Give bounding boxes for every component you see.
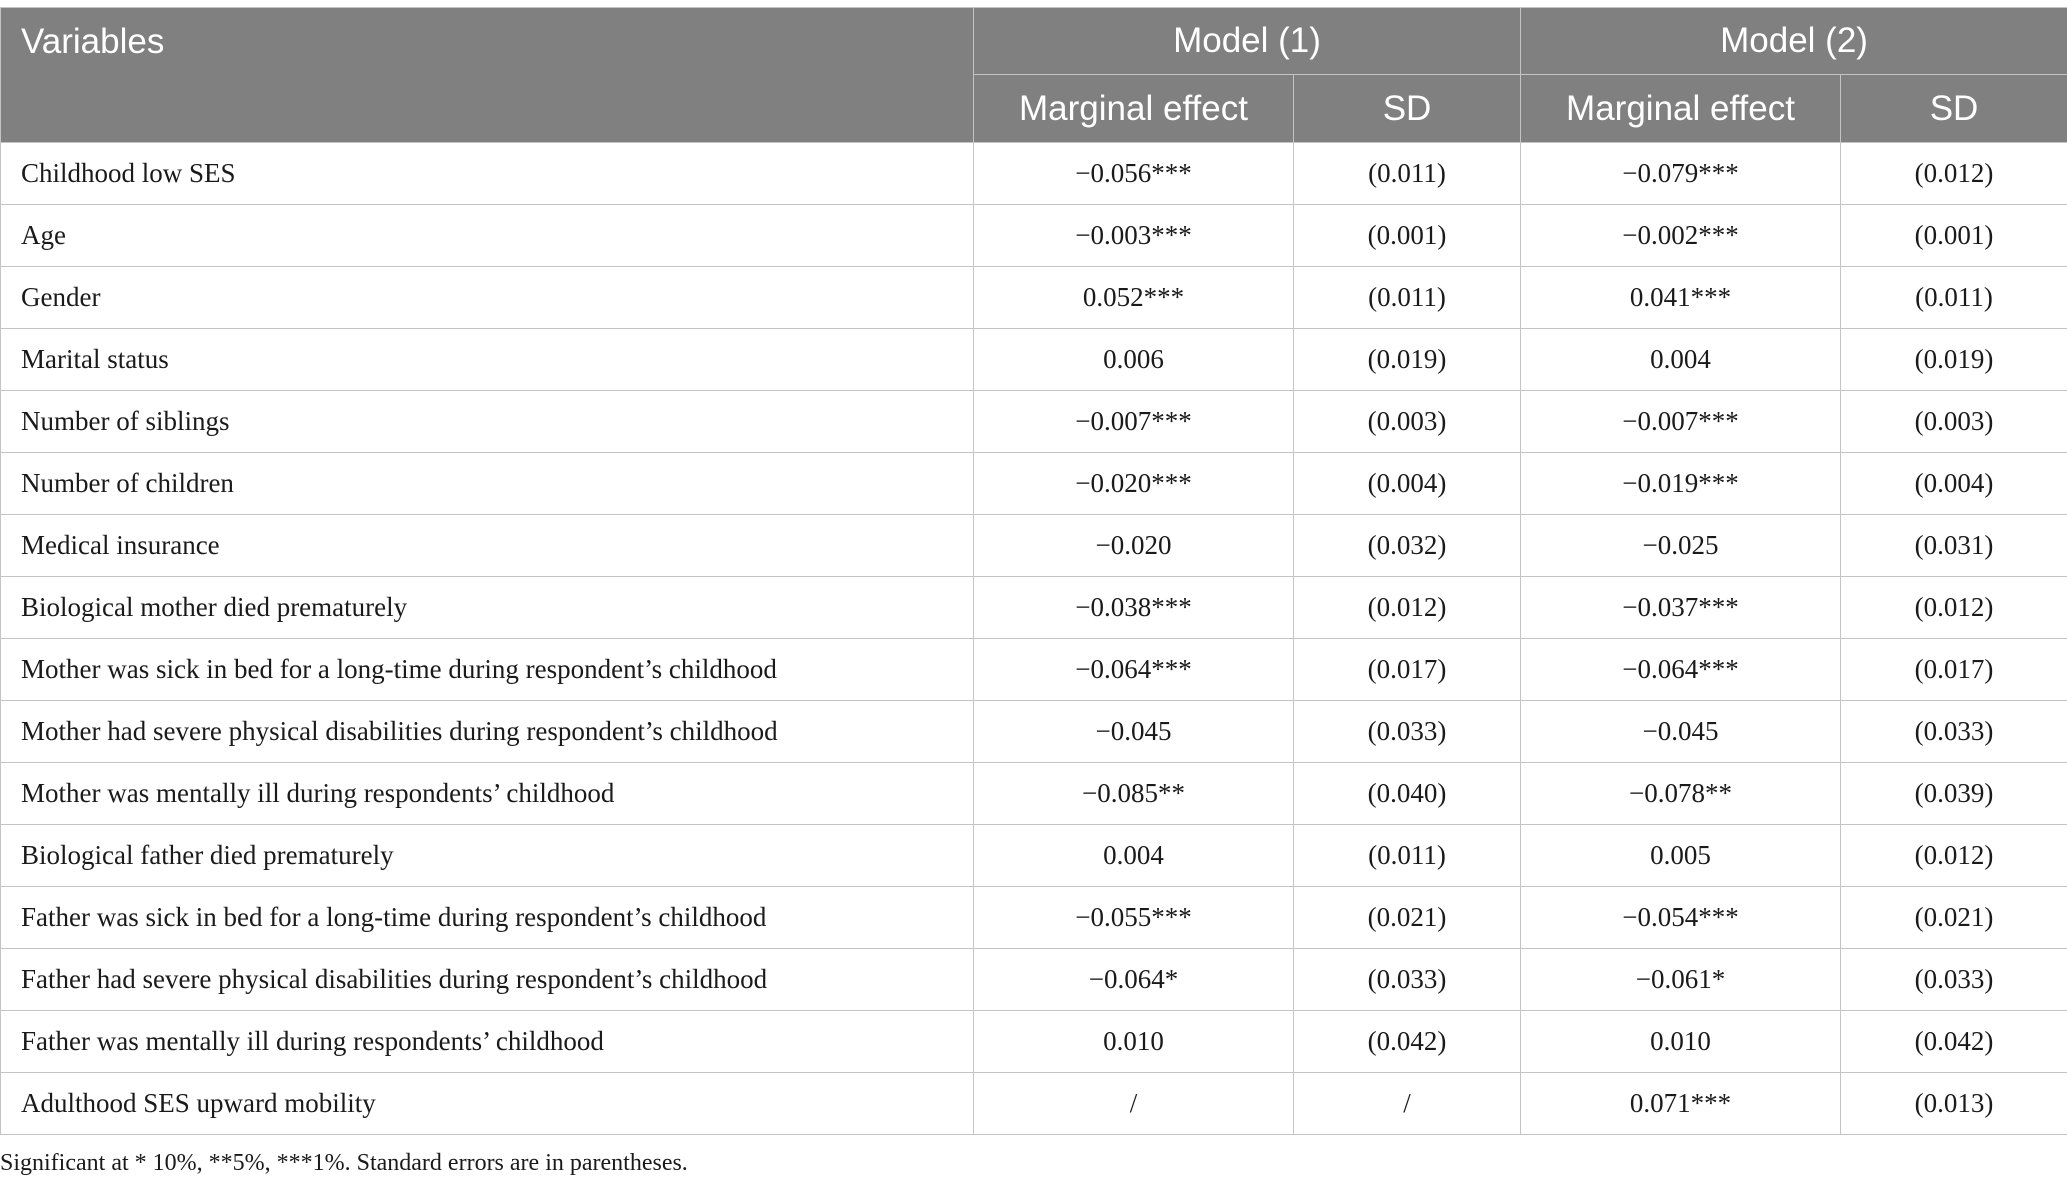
- model-2-sd-header: SD: [1841, 75, 2067, 143]
- model-1-sd: (0.011): [1294, 267, 1521, 329]
- variable-label: Age: [1, 205, 974, 267]
- model-1-sd: (0.019): [1294, 329, 1521, 391]
- table-row: [1, 205, 2067, 267]
- model-1-sd: (0.033): [1294, 701, 1521, 763]
- model-1-marginal-effect: 0.006: [974, 329, 1294, 391]
- model-2-sd: (0.004): [1841, 453, 2067, 515]
- model-1-marginal-effect: −0.064***: [974, 639, 1294, 701]
- variable-label: Biological father died prematurely: [1, 825, 974, 887]
- model-2-sd: (0.039): [1841, 763, 2067, 825]
- variable-label: Father had severe physical disabilities during respondent’s childhood: [1, 949, 974, 1011]
- variable-label: Mother was mentally ill during respondents’ childhood: [1, 763, 974, 825]
- model-1-marginal-effect: −0.085**: [974, 763, 1294, 825]
- model-2-sd: (0.031): [1841, 515, 2067, 577]
- model-1-marginal-effect: −0.056***: [974, 143, 1294, 205]
- variable-label: Childhood low SES: [1, 143, 974, 205]
- model-1-marginal-effect: −0.020***: [974, 453, 1294, 515]
- model-2-marginal-effect: −0.078**: [1521, 763, 1841, 825]
- model-1-sd: (0.003): [1294, 391, 1521, 453]
- variable-label: Gender: [1, 267, 974, 329]
- model-1-marginal-effect: −0.038***: [974, 577, 1294, 639]
- model-1-sd: (0.011): [1294, 143, 1521, 205]
- model-2-marginal-effect-header: Marginal effect: [1521, 75, 1841, 143]
- table-row: [1, 329, 2067, 391]
- model-2-marginal-effect: −0.045: [1521, 701, 1841, 763]
- model-1-sd-header: SD: [1294, 75, 1521, 143]
- model-1-sd: (0.011): [1294, 825, 1521, 887]
- model-2-sd: (0.033): [1841, 949, 2067, 1011]
- table-row: [1, 701, 2067, 763]
- table-row: [1, 453, 2067, 515]
- model-2-sd: (0.003): [1841, 391, 2067, 453]
- model-1-marginal-effect: −0.003***: [974, 205, 1294, 267]
- model-2-marginal-effect: −0.054***: [1521, 887, 1841, 949]
- model-1-marginal-effect: −0.020: [974, 515, 1294, 577]
- model-2-sd: (0.012): [1841, 825, 2067, 887]
- regression-table: [0, 7, 2067, 1135]
- model-2-sd: (0.013): [1841, 1073, 2067, 1135]
- variable-label: Father was mentally ill during respondents’ childhood: [1, 1011, 974, 1073]
- model-1-sd: (0.040): [1294, 763, 1521, 825]
- model-2-sd: (0.019): [1841, 329, 2067, 391]
- model-2-marginal-effect: −0.019***: [1521, 453, 1841, 515]
- model-2-sd: (0.012): [1841, 143, 2067, 205]
- table-row: [1, 1011, 2067, 1073]
- model-1-sd: (0.017): [1294, 639, 1521, 701]
- table-row: [1, 887, 2067, 949]
- model-1-sd: (0.001): [1294, 205, 1521, 267]
- model-2-marginal-effect: −0.025: [1521, 515, 1841, 577]
- header-row-models: [1, 8, 2067, 75]
- model-2-marginal-effect: 0.010: [1521, 1011, 1841, 1073]
- model-2-sd: (0.033): [1841, 701, 2067, 763]
- model-1-sd: (0.012): [1294, 577, 1521, 639]
- variable-label: Mother was sick in bed for a long-time during respondent’s childhood: [1, 639, 974, 701]
- table-row: [1, 577, 2067, 639]
- table-row: [1, 949, 2067, 1011]
- model-2-sd: (0.017): [1841, 639, 2067, 701]
- model-1-marginal-effect: 0.004: [974, 825, 1294, 887]
- table-header: [1, 8, 2067, 143]
- table-row: [1, 515, 2067, 577]
- table-row: [1, 267, 2067, 329]
- table-row: [1, 763, 2067, 825]
- regression-table-container: [0, 7, 2067, 1135]
- model-1-marginal-effect: −0.007***: [974, 391, 1294, 453]
- model-2-marginal-effect: −0.061*: [1521, 949, 1841, 1011]
- model-1-sd: (0.033): [1294, 949, 1521, 1011]
- table-body: [1, 143, 2067, 1135]
- model-2-sd: (0.012): [1841, 577, 2067, 639]
- model-1-marginal-effect-header: Marginal effect: [974, 75, 1294, 143]
- model-1-sd: /: [1294, 1073, 1521, 1135]
- variable-label: Adulthood SES upward mobility: [1, 1073, 974, 1135]
- model-2-sd: (0.001): [1841, 205, 2067, 267]
- model-2-marginal-effect: −0.002***: [1521, 205, 1841, 267]
- model-1-marginal-effect: −0.055***: [974, 887, 1294, 949]
- variable-label: Biological mother died prematurely: [1, 577, 974, 639]
- model-2-marginal-effect: −0.064***: [1521, 639, 1841, 701]
- model-1-sd: (0.032): [1294, 515, 1521, 577]
- variable-label: Father was sick in bed for a long-time during respondent’s childhood: [1, 887, 974, 949]
- table-row: [1, 639, 2067, 701]
- table-footnote: Significant at * 10%, **5%, ***1%. Standard errors are in parentheses.: [0, 1150, 688, 1176]
- model-2-sd: (0.011): [1841, 267, 2067, 329]
- model-1-marginal-effect: −0.045: [974, 701, 1294, 763]
- model-2-marginal-effect: 0.004: [1521, 329, 1841, 391]
- table-row: [1, 143, 2067, 205]
- model-1-marginal-effect: /: [974, 1073, 1294, 1135]
- model-2-marginal-effect: 0.071***: [1521, 1073, 1841, 1135]
- model-1-sd: (0.021): [1294, 887, 1521, 949]
- model-2-header: Model (2): [1521, 8, 2067, 75]
- variable-label: Marital status: [1, 329, 974, 391]
- model-1-marginal-effect: −0.064*: [974, 949, 1294, 1011]
- model-1-sd: (0.042): [1294, 1011, 1521, 1073]
- model-2-marginal-effect: −0.037***: [1521, 577, 1841, 639]
- model-2-marginal-effect: 0.041***: [1521, 267, 1841, 329]
- variable-label: Mother had severe physical disabilities during respondent’s childhood: [1, 701, 974, 763]
- model-1-marginal-effect: 0.052***: [974, 267, 1294, 329]
- model-1-sd: (0.004): [1294, 453, 1521, 515]
- variable-label: Number of children: [1, 453, 974, 515]
- model-1-header: Model (1): [974, 8, 1521, 75]
- table-row: [1, 825, 2067, 887]
- model-2-marginal-effect: 0.005: [1521, 825, 1841, 887]
- variable-label: Number of siblings: [1, 391, 974, 453]
- model-1-marginal-effect: 0.010: [974, 1011, 1294, 1073]
- model-2-sd: (0.021): [1841, 887, 2067, 949]
- variables-header: Variables: [1, 8, 974, 143]
- model-2-sd: (0.042): [1841, 1011, 2067, 1073]
- table-row: [1, 1073, 2067, 1135]
- model-2-marginal-effect: −0.079***: [1521, 143, 1841, 205]
- model-2-marginal-effect: −0.007***: [1521, 391, 1841, 453]
- table-row: [1, 391, 2067, 453]
- variable-label: Medical insurance: [1, 515, 974, 577]
